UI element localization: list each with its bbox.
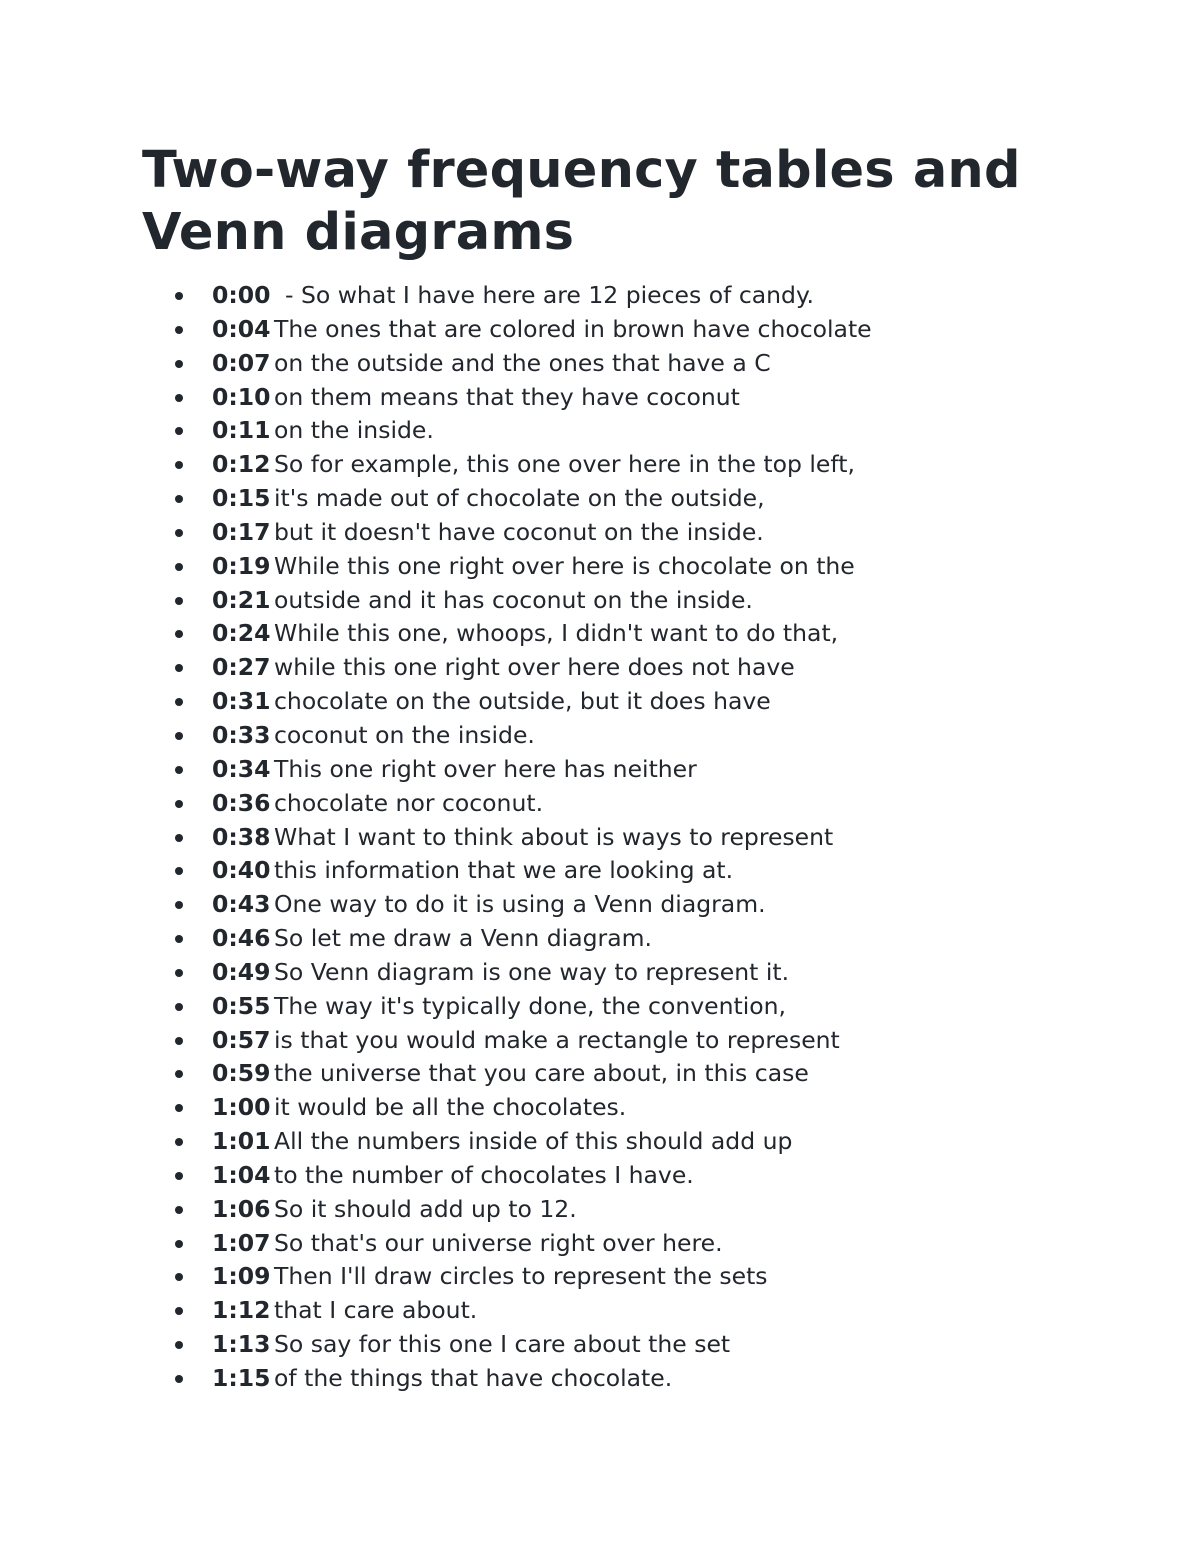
transcript-text: coconut on the inside. [274, 720, 535, 749]
bullet-icon [175, 360, 183, 368]
bullet-icon [175, 1003, 183, 1011]
bullet-icon [175, 766, 183, 774]
timestamp: 0:57 [212, 1025, 271, 1054]
timestamp: 0:17 [212, 517, 271, 546]
transcript-text: So for example, this one over here in the top left, [274, 450, 855, 479]
bullet-icon [175, 461, 183, 469]
transcript-text: Then I'll draw circles to represent the sets [274, 1262, 768, 1291]
bullet-icon [175, 901, 183, 909]
transcript-text: but it doesn't have coconut on the inside. [274, 517, 764, 546]
timestamp: 0:33 [212, 720, 271, 749]
transcript-text: What I want to think about is ways to represent [274, 822, 834, 851]
transcript-text: to the number of chocolates I have. [274, 1160, 694, 1189]
timestamp: 0:38 [212, 822, 271, 851]
bullet-icon [175, 732, 183, 740]
timestamp: 0:07 [212, 348, 271, 377]
timestamp: 0:34 [212, 754, 271, 783]
timestamp: 0:00 [212, 281, 271, 309]
timestamp: 0:10 [212, 382, 271, 411]
timestamp: 0:59 [212, 1059, 271, 1088]
timestamp: 1:06 [212, 1194, 271, 1223]
bullet-icon [175, 698, 183, 706]
timestamp: 1:00 [212, 1093, 271, 1122]
timestamp: 0:49 [212, 957, 271, 986]
transcript-text: So say for this one I care about the set [274, 1330, 731, 1359]
timestamp: 0:19 [212, 551, 271, 580]
transcript-text: All the numbers inside of this should add up [274, 1127, 793, 1156]
timestamp: 1:01 [212, 1127, 271, 1156]
bullet-icon [175, 969, 183, 977]
transcript-text: The way it's typically done, the convention, [274, 991, 786, 1020]
timestamp: 0:24 [212, 619, 271, 648]
bullet-icon [175, 1273, 183, 1281]
transcript-text: So Venn diagram is one way to represent it. [274, 957, 790, 986]
timestamp: 0:12 [212, 450, 271, 479]
bullet-icon [175, 1375, 183, 1383]
timestamp: 1:15 [212, 1364, 271, 1392]
bullet-icon [175, 664, 183, 672]
transcript-text: of the things that have chocolate. [274, 1364, 673, 1392]
bullet-icon [175, 427, 183, 435]
timestamp: 1:13 [212, 1330, 271, 1359]
transcript-text: chocolate on the outside, but it does have [274, 687, 771, 716]
transcript-text: it's made out of chocolate on the outside, [274, 484, 765, 513]
bullet-icon [175, 1206, 183, 1214]
timestamp: 0:46 [212, 924, 271, 953]
transcript-text: While this one right over here is chocolate on the [274, 551, 855, 580]
transcript-text: This one right over here has neither [274, 754, 697, 783]
timestamp: 0:11 [212, 416, 271, 445]
bullet-icon [175, 800, 183, 808]
timestamp: 1:07 [212, 1228, 271, 1257]
timestamp: 0:15 [212, 484, 271, 513]
timestamp: 0:36 [212, 788, 271, 817]
timestamp: 1:04 [212, 1160, 271, 1189]
timestamp: 0:04 [212, 314, 271, 343]
bullet-icon [175, 1341, 183, 1349]
timestamp: 0:27 [212, 653, 271, 682]
timestamp: 0:55 [212, 991, 271, 1020]
bullet-icon [175, 529, 183, 537]
transcript-text: outside and it has coconut on the inside. [274, 585, 753, 614]
timestamp: 0:40 [212, 856, 271, 885]
transcript-text: while this one right over here does not have [274, 653, 795, 682]
bullet-icon [175, 1240, 183, 1248]
transcript-text: - So what I have here are 12 pieces of candy. [285, 281, 814, 309]
timestamp: 0:43 [212, 890, 271, 919]
transcript-text: on the outside and the ones that have a C [274, 348, 771, 377]
bullet-icon [175, 1104, 183, 1112]
transcript-text: One way to do it is using a Venn diagram. [274, 890, 766, 919]
transcript-text: So that's our universe right over here. [274, 1228, 723, 1257]
bullet-icon [175, 394, 183, 402]
bullet-icon [175, 597, 183, 605]
transcript-text: on them means that they have coconut [274, 382, 740, 411]
bullet-icon [175, 630, 183, 638]
timestamp: 0:31 [212, 687, 271, 716]
bullet-icon [175, 495, 183, 503]
bullet-icon [175, 563, 183, 571]
timestamp: 1:09 [212, 1262, 271, 1291]
transcript-text: chocolate nor coconut. [274, 788, 544, 817]
transcript-text: on the inside. [274, 416, 434, 445]
transcript-text: that I care about. [274, 1296, 478, 1325]
transcript-text: So it should add up to 12. [274, 1194, 577, 1223]
bullet-icon [175, 834, 183, 842]
page-title: Two-way frequency tables and Venn diagrams [142, 141, 1021, 262]
bullet-icon [175, 292, 183, 300]
bullet-icon [175, 935, 183, 943]
timestamp: 0:21 [212, 585, 271, 614]
bullet-icon [175, 867, 183, 875]
transcript-text: So let me draw a Venn diagram. [274, 924, 652, 953]
bullet-icon [175, 1138, 183, 1146]
bullet-icon [175, 1307, 183, 1315]
transcript-text: While this one, whoops, I didn't want to do that, [274, 619, 839, 648]
transcript-text: is that you would make a rectangle to represent [274, 1025, 840, 1054]
bullet-icon [175, 1070, 183, 1078]
bullet-icon [175, 326, 183, 334]
transcript-text: it would be all the chocolates. [274, 1093, 627, 1122]
bullet-icon [175, 1172, 183, 1180]
transcript-text: this information that we are looking at. [274, 856, 734, 885]
transcript-text: The ones that are colored in brown have chocolate [274, 314, 872, 343]
bullet-icon [175, 1037, 183, 1045]
timestamp: 1:12 [212, 1296, 271, 1325]
transcript-text: the universe that you care about, in this case [274, 1059, 809, 1088]
